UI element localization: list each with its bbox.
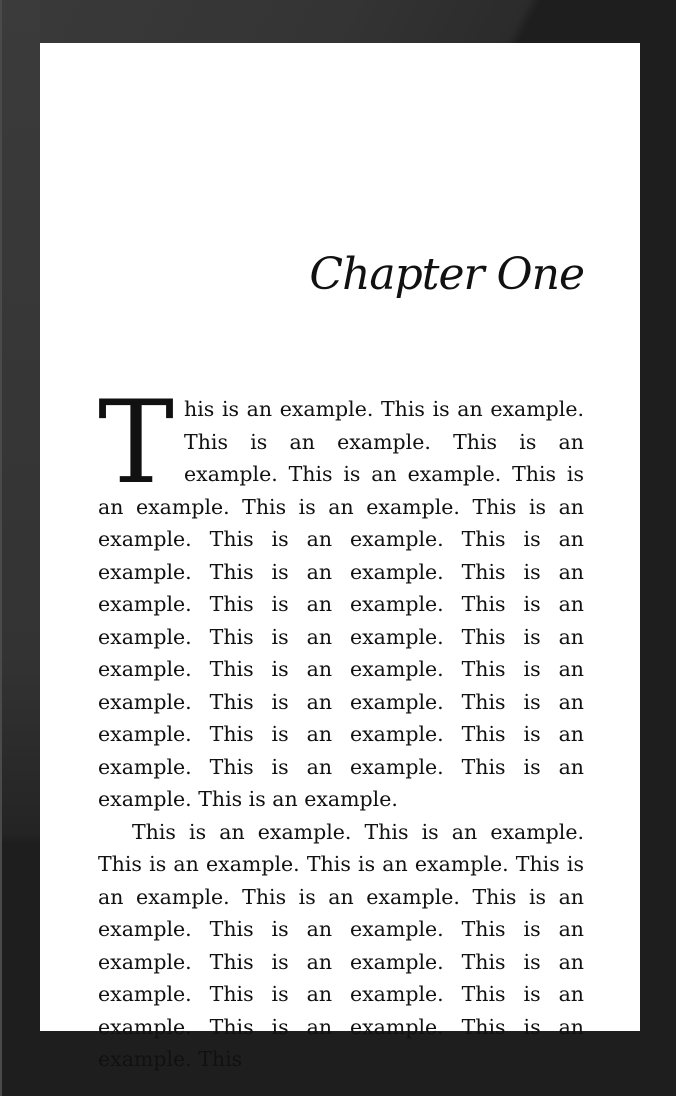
reading-screen[interactable] [40, 43, 640, 1071]
bezel-edge [0, 0, 2, 1096]
paragraph-1 [98, 376, 584, 816]
drop-cap: T [98, 376, 175, 509]
paragraph-1-text: his is an example. This is an example. This is an example. This is an example. This is an example. This is an example. This is an example. This is an example. This is an example. This is an example. This is an example. This is an example. This is an example. This is an example. This is an example. This is an example. This is an example. This is an example. This is an example. This is an example. This is an example. This is an example. This is an example. This is an example. This is an example. [98, 397, 584, 811]
chapter-body [98, 376, 584, 1076]
chapter-title: Chapter One [309, 249, 584, 300]
bezel-left-glare [0, 0, 40, 1096]
paragraph-2: This is an example. This is an example. This is an example. This is an example. This is an example. This is an example. This is an example. This is an example. This is an example. This is an example. This is an example. This is an example. This is an example. This is an example. This is an example. This [98, 819, 584, 1071]
